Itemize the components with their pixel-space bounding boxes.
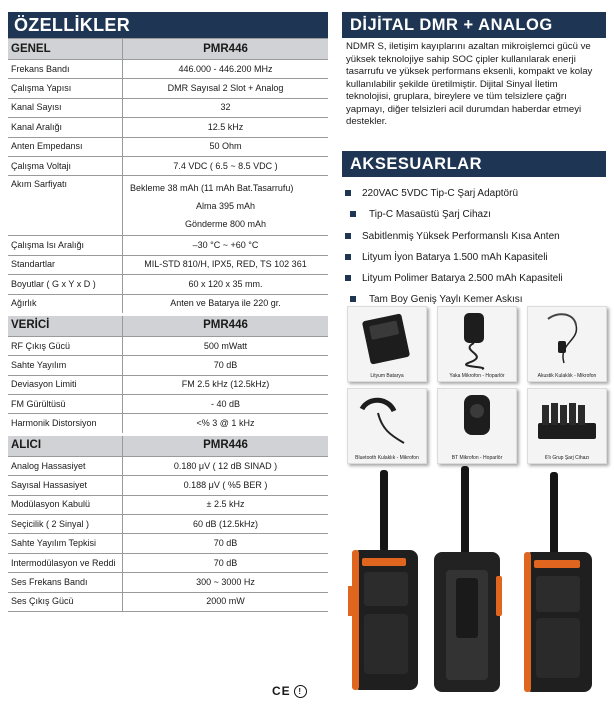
spec-row bbox=[8, 60, 328, 79]
alert-icon: ! bbox=[294, 685, 307, 698]
spec-value: 300 ~ 3000 Hz bbox=[123, 573, 329, 592]
spec-value: 70 dB bbox=[123, 553, 329, 572]
radio-back-view-image bbox=[434, 466, 502, 692]
spec-value: 0.188 μV ( %5 BER ) bbox=[123, 476, 329, 495]
spec-label: Deviasyon Limiti bbox=[8, 375, 123, 394]
accessory-item: Lityum İyon Batarya 1.500 mAh Kapasiteli bbox=[342, 247, 606, 268]
section-header bbox=[8, 39, 328, 60]
intro-paragraph: NDMR S, iletişim kayıplarını azaltan mikroişlemci gücü ve yüksek teknolojiye sahip SOC çipler kullanılarak enerji tasarrufu ve yüksek performans eksenli, kompakt ve kolay kullanılabilir şekilde üretilmiştir. Dijital Sinyal İletim teknolojisi, gruplara, bireylere ve tüm telsizlere çağrı yapmayı, diğer telsizleri acil durumdan haberdar etmeyi destekler. bbox=[346, 41, 593, 127]
section-title: GENEL bbox=[8, 39, 123, 60]
spec-row bbox=[8, 456, 328, 475]
spec-value: 70 dB bbox=[123, 356, 329, 375]
spec-label: Frekans Bandı bbox=[8, 60, 123, 79]
spec-row bbox=[8, 79, 328, 98]
spec-label: Çalışma Isı Aralığı bbox=[8, 236, 123, 255]
spec-label: Sahte Yayılım Tepkisi bbox=[8, 534, 123, 553]
section-model: PMR446 bbox=[123, 314, 329, 336]
radio-front-view-image bbox=[524, 472, 592, 692]
spec-value: - 40 dB bbox=[123, 395, 329, 414]
section-header bbox=[8, 314, 328, 336]
spec-label: Çalışma Yapısı bbox=[8, 79, 123, 98]
spec-row bbox=[8, 592, 328, 611]
section-title: ALICI bbox=[8, 434, 123, 456]
spec-value: 50 Ohm bbox=[123, 137, 329, 156]
spec-label: Kanal Sayısı bbox=[8, 98, 123, 117]
bluetooth-headset-icon bbox=[348, 389, 426, 453]
spec-label: Akım Sarfiyatı bbox=[8, 176, 123, 236]
section-title: VERİCİ bbox=[8, 314, 123, 336]
accessory-item: Lityum Polimer Batarya 2.500 mAh Kapasiteli bbox=[342, 268, 606, 289]
spec-label: RF Çıkış Gücü bbox=[8, 336, 123, 355]
speaker-mic-thumbnail: Yaka Mikrofon - Hoparlör bbox=[437, 306, 517, 382]
certification-marks bbox=[272, 684, 307, 698]
radio-side-view-image bbox=[348, 470, 418, 690]
speaker-mic-icon bbox=[438, 307, 516, 371]
spec-value: MIL-STD 810/H, IPX5, RED, TS 102 361 bbox=[123, 255, 329, 274]
spec-value: 32 bbox=[123, 98, 329, 117]
square-bullet-icon bbox=[345, 233, 351, 239]
specs-title: ÖZELLİKLER bbox=[8, 12, 328, 38]
accessory-item: 220VAC 5VDC Tip-C Şarj Adaptörü bbox=[342, 183, 606, 204]
accessory-item: Sabitlenmiş Yüksek Performanslı Kısa Anten bbox=[342, 226, 606, 247]
accessory-item: Tam Boy Geniş Yaylı Kemer Askısı bbox=[342, 289, 606, 310]
bt-speaker-mic-icon bbox=[438, 389, 516, 453]
spec-label: Harmonik Distorsiyon bbox=[8, 414, 123, 434]
spec-value: Bekleme 38 mAh (11 mAh Bat.Tasarrufu) Alma 395 mAh Gönderme 800 mAh bbox=[123, 176, 329, 236]
square-bullet-icon bbox=[350, 211, 356, 217]
spec-value: 0.180 μV ( 12 dB SINAD ) bbox=[123, 456, 329, 475]
spec-value: <% 3 @ 1 kHz bbox=[123, 414, 329, 434]
spec-row bbox=[8, 156, 328, 175]
spec-label: Boyutlar ( G x Y x D ) bbox=[8, 275, 123, 294]
spec-value: –30 °C ~ +60 °C bbox=[123, 236, 329, 255]
battery-icon bbox=[348, 307, 426, 371]
spec-value: 12.5 kHz bbox=[123, 118, 329, 137]
spec-label: Sahte Yayılım bbox=[8, 356, 123, 375]
acoustic-headset-thumbnail: Akustik Kulaklık - Mikrofon bbox=[527, 306, 607, 382]
spec-label: Intermodülasyon ve Reddi bbox=[8, 553, 123, 572]
radio-product-images bbox=[340, 466, 610, 696]
square-bullet-icon bbox=[345, 190, 351, 196]
spec-row bbox=[8, 255, 328, 274]
spec-label: Seçicilik ( 2 Sinyal ) bbox=[8, 515, 123, 534]
ce-mark: CE bbox=[272, 684, 291, 698]
spec-row bbox=[8, 356, 328, 375]
spec-row bbox=[8, 98, 328, 117]
square-bullet-icon bbox=[345, 275, 351, 281]
spec-label: Çalışma Voltajı bbox=[8, 156, 123, 175]
spec-value: 60 x 120 x 35 mm. bbox=[123, 275, 329, 294]
section-model: PMR446 bbox=[123, 39, 329, 60]
spec-row bbox=[8, 118, 328, 137]
accessories-list bbox=[342, 183, 606, 311]
spec-value: 446.000 - 446.200 MHz bbox=[123, 60, 329, 79]
spec-label: Ağırlık bbox=[8, 294, 123, 314]
section-model: PMR446 bbox=[123, 434, 329, 456]
spec-row bbox=[8, 375, 328, 394]
accessory-thumbnails bbox=[345, 306, 605, 466]
group-charger-icon bbox=[528, 389, 606, 453]
spec-row bbox=[8, 476, 328, 495]
spec-row bbox=[8, 534, 328, 553]
specs-table bbox=[8, 38, 328, 612]
spec-label: FM Gürültüsü bbox=[8, 395, 123, 414]
group-charger-thumbnail: 6'lı Grup Şarj Cihazı bbox=[527, 388, 607, 464]
spec-value: 7.4 VDC ( 6.5 ~ 8.5 VDC ) bbox=[123, 156, 329, 175]
dmr-title: DİJİTAL DMR + ANALOG bbox=[342, 12, 606, 38]
spec-label: Ses Frekans Bandı bbox=[8, 573, 123, 592]
spec-label: Kanal Aralığı bbox=[8, 118, 123, 137]
accessories-title: AKSESUARLAR bbox=[342, 151, 606, 177]
spec-row bbox=[8, 137, 328, 156]
spec-label: Ses Çıkış Gücü bbox=[8, 592, 123, 611]
spec-row bbox=[8, 414, 328, 434]
bluetooth-headset-thumbnail: Bluetooth Kulaklık - Mikrofon bbox=[347, 388, 427, 464]
spec-row bbox=[8, 553, 328, 572]
spec-row bbox=[8, 336, 328, 355]
accessory-item: Tip-C Masaüstü Şarj Cihazı bbox=[342, 204, 606, 225]
spec-row bbox=[8, 176, 328, 236]
spec-value: 70 dB bbox=[123, 534, 329, 553]
square-bullet-icon bbox=[345, 254, 351, 260]
spec-value: FM 2.5 kHz (12.5kHz) bbox=[123, 375, 329, 394]
spec-value: Anten ve Batarya ile 220 gr. bbox=[123, 294, 329, 314]
specs-column bbox=[8, 12, 328, 612]
spec-value: ± 2.5 kHz bbox=[123, 495, 329, 514]
spec-row bbox=[8, 515, 328, 534]
section-header bbox=[8, 434, 328, 456]
spec-row bbox=[8, 294, 328, 314]
spec-row bbox=[8, 495, 328, 514]
spec-label: Sayısal Hassasiyet bbox=[8, 476, 123, 495]
spec-label: Standartlar bbox=[8, 255, 123, 274]
features-column bbox=[342, 12, 606, 311]
spec-row bbox=[8, 573, 328, 592]
acoustic-headset-icon bbox=[528, 307, 606, 371]
spec-label: Modülasyon Kabulü bbox=[8, 495, 123, 514]
spec-value: 500 mWatt bbox=[123, 336, 329, 355]
spec-row bbox=[8, 275, 328, 294]
battery-thumbnail: Lityum Batarya bbox=[347, 306, 427, 382]
spec-label: Analog Hassasiyet bbox=[8, 456, 123, 475]
spec-row bbox=[8, 395, 328, 414]
spec-label: Anten Empedansı bbox=[8, 137, 123, 156]
square-bullet-icon bbox=[350, 296, 356, 302]
spec-value: 2000 mW bbox=[123, 592, 329, 611]
bt-speaker-mic-thumbnail: BT Mikrofon - Hoparlör bbox=[437, 388, 517, 464]
spec-row bbox=[8, 236, 328, 255]
spec-value: DMR Sayısal 2 Slot + Analog bbox=[123, 79, 329, 98]
spec-value: 60 dB (12.5kHz) bbox=[123, 515, 329, 534]
